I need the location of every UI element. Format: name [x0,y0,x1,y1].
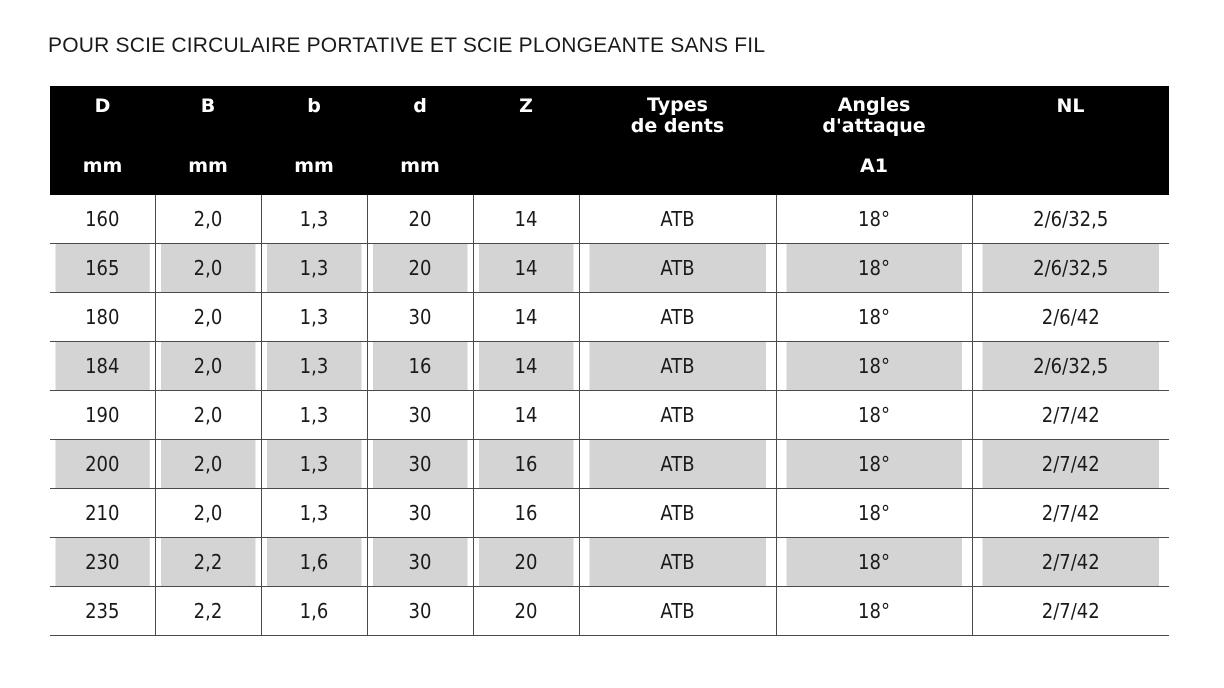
table-cell: 18° [786,244,962,293]
table-cell: 1,3 [266,489,361,538]
table-header [50,86,1169,195]
table-cell: 235 [55,587,150,636]
header-cell: Angles d'attaque [822,94,926,137]
unit-cell: A1 [860,155,888,177]
table-cell: ATB [589,587,766,636]
header-row-units [50,153,1169,195]
table-cell: 2,0 [160,440,255,489]
table-cell: 30 [372,538,467,587]
table-cell: 14 [478,342,573,391]
page-title: POUR SCIE CIRCULAIRE PORTATIVE ET SCIE PLONGEANTE SANS FIL [48,34,766,57]
table-cell: 180 [55,293,150,342]
table-row [50,440,1169,489]
table-cell: 2/6/32,5 [982,244,1159,293]
header-cell: b [307,95,321,117]
table-cell: 14 [478,244,573,293]
table-cell: 160 [55,195,150,244]
table-cell: 230 [55,538,150,587]
header-cell: Types de dents [630,94,725,137]
unit-cell: mm [294,155,334,177]
table-cell: ATB [589,489,766,538]
table-cell: 30 [372,391,467,440]
table-cell: ATB [589,391,766,440]
unit-cell [473,153,579,195]
table-cell: 210 [55,489,150,538]
table-cell: 165 [55,244,150,293]
table-cell: 184 [55,342,150,391]
table-cell: 1,3 [266,440,361,489]
table-cell: 2/7/42 [982,391,1159,440]
table-cell: 30 [372,587,467,636]
header-cell: B [200,95,216,117]
header-cell: d [413,95,427,117]
table-cell: 190 [55,391,150,440]
table-cell: ATB [589,195,766,244]
table-cell: 1,3 [266,342,361,391]
table-cell: 1,6 [266,587,361,636]
table-cell: 20 [372,244,467,293]
table-cell: 18° [786,195,962,244]
table-cell: 200 [55,440,150,489]
table-cell: 2/7/42 [982,587,1159,636]
table-cell: 20 [478,538,573,587]
table-cell: 18° [786,293,962,342]
table-cell: ATB [589,440,766,489]
unit-cell: mm [188,155,228,177]
table-cell: 14 [478,391,573,440]
table-cell: 2,0 [160,195,255,244]
table-cell: 1,3 [266,244,361,293]
table-body [50,195,1169,636]
table-cell: 2,0 [160,244,255,293]
table-cell: 30 [372,440,467,489]
table-cell: 1,3 [266,195,361,244]
table-cell: 2,0 [160,391,255,440]
table-cell: 14 [478,293,573,342]
table-cell: 18° [786,538,962,587]
table-cell: 2,0 [160,489,255,538]
table-cell: ATB [589,342,766,391]
table-cell: 18° [786,342,962,391]
table-cell: 30 [372,489,467,538]
header-row-labels [50,86,1169,153]
table-row [50,587,1169,636]
table-row [50,391,1169,440]
table-cell: 20 [372,195,467,244]
table-cell: 14 [478,195,573,244]
table-cell: 2/6/32,5 [982,195,1159,244]
table-row [50,489,1169,538]
saw-blade-spec-table [50,86,1169,636]
table-cell: 1,3 [266,293,361,342]
table-cell: 2/7/42 [982,538,1159,587]
header-cell: Z [519,95,533,117]
table-row [50,538,1169,587]
table-row [50,293,1169,342]
header-cell: D [94,95,111,117]
unit-cell [972,153,1169,195]
table-cell: 2,2 [160,538,255,587]
table-cell: 2/6/42 [982,293,1159,342]
table-cell: ATB [589,244,766,293]
table-cell: 2/7/42 [982,489,1159,538]
table-cell: 1,3 [266,391,361,440]
table-cell: 30 [372,293,467,342]
table-cell: 18° [786,489,962,538]
table-cell: 18° [786,440,962,489]
table-row [50,244,1169,293]
table-cell: 2/6/32,5 [982,342,1159,391]
table-cell: 18° [786,587,962,636]
table-cell: 18° [786,391,962,440]
table-row [50,342,1169,391]
table-row [50,195,1169,244]
table-cell: 20 [478,587,573,636]
unit-cell: mm [400,155,440,177]
table-cell: 16 [478,440,573,489]
table-cell: 2,0 [160,293,255,342]
table-cell: ATB [589,538,766,587]
table-cell: 16 [478,489,573,538]
table-cell: 2/7/42 [982,440,1159,489]
unit-cell: mm [82,155,123,177]
unit-cell [579,153,776,195]
table-cell: 16 [372,342,467,391]
header-cell: NL [1056,95,1085,117]
table-cell: 2,2 [160,587,255,636]
table-cell: 2,0 [160,342,255,391]
table-cell: ATB [589,293,766,342]
table-cell: 1,6 [266,538,361,587]
